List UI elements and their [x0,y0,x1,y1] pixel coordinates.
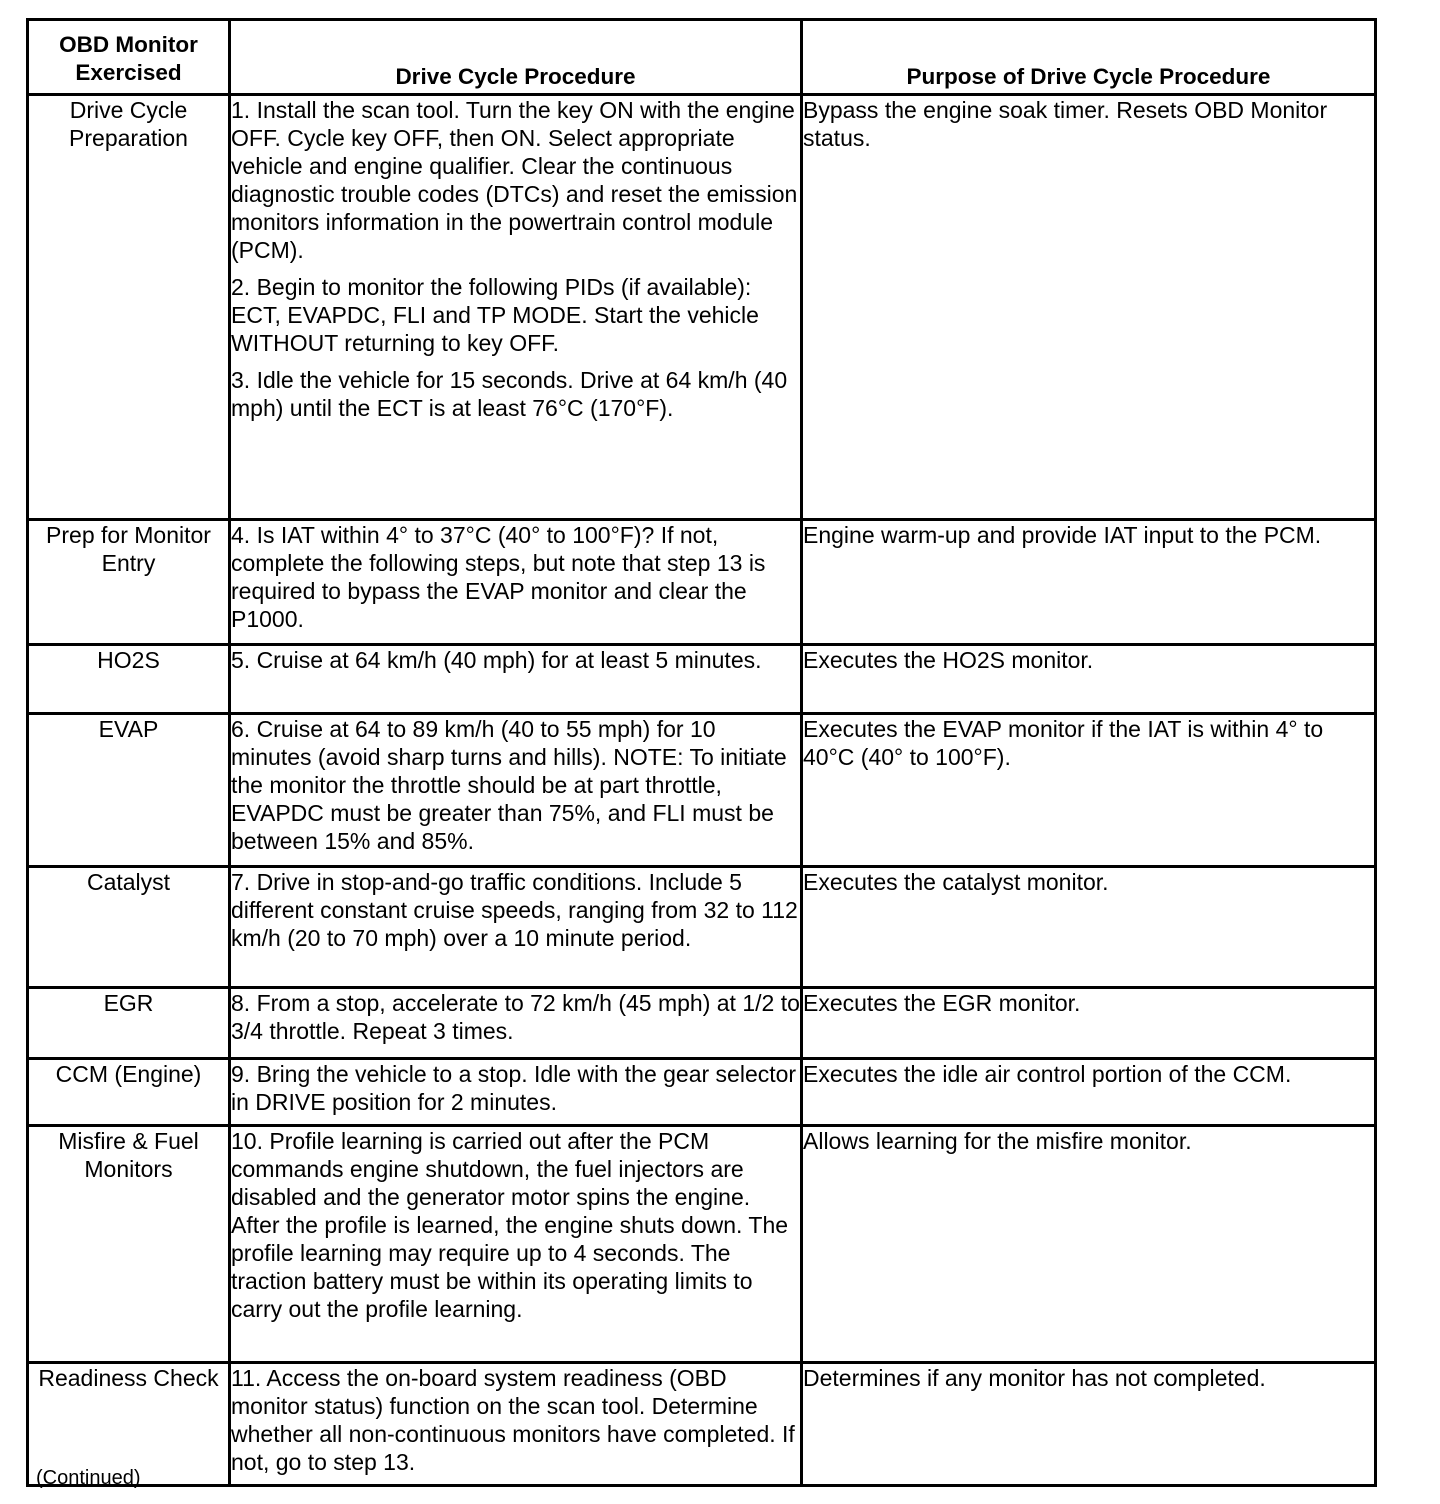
table-row [28,1363,1376,1486]
drive-cycle-sheet [26,18,1374,1487]
header-purpose: Purpose of Drive Cycle Procedure [802,20,1376,95]
procedure-cell [230,1363,802,1486]
monitor-cell: EGR [28,988,230,1059]
monitor-cell: EVAP [28,714,230,867]
drive-cycle-table [26,18,1377,1487]
continued-note: (Continued) [36,1467,141,1489]
procedure-step: 11. Access the on-board system readiness (OBD monitor status) function on the scan tool. Determine whether all non-continuous monitors have completed. If not, go to step 13. [231,1365,795,1475]
purpose-cell: Allows learning for the misfire monitor. [802,1126,1376,1363]
procedure-cell [230,867,802,988]
procedure-step: 5. Cruise at 64 km/h (40 mph) for at least 5 minutes. [231,647,762,673]
purpose-cell: Executes the catalyst monitor. [802,867,1376,988]
procedure-step: 2. Begin to monitor the following PIDs (if available): ECT, EVAPDC, FLI and TP MODE. Start the vehicle WITHOUT returning to key OFF. [231,274,759,356]
procedure-step: 10. Profile learning is carried out after the PCM commands engine shutdown, the fuel injectors are disabled and the generator motor spins the engine. After the profile is learned, the engine shuts down. The profile learning may require up to 4 seconds. The traction battery must be within its operating limits to carry out the profile learning. [231,1128,789,1322]
procedure-cell [230,1059,802,1126]
header-procedure: Drive Cycle Procedure [230,20,802,95]
table-row [28,95,1376,520]
procedure-cell [230,988,802,1059]
table-row [28,1059,1376,1126]
purpose-cell: Executes the EGR monitor. [802,988,1376,1059]
header-row [28,20,1376,95]
procedure-cell [230,1126,802,1363]
purpose-cell: Executes the HO2S monitor. [802,645,1376,714]
procedure-step: 3. Idle the vehicle for 15 seconds. Drive at 64 km/h (40 mph) until the ECT is at least 76°C (170°F). [231,367,788,421]
procedure-cell [230,95,802,520]
table-row [28,1126,1376,1363]
procedure-cell [230,714,802,867]
procedure-step: 7. Drive in stop-and-go traffic conditions. Include 5 different constant cruise speeds, ranging from 32 to 112 km/h (20 to 70 mph) over a 10 minute period. [231,869,798,951]
procedure-step: 4. Is IAT within 4° to 37°C (40° to 100°F)? If not, complete the following steps, but note that step 13 is required to bypass the EVAP monitor and clear the P1000. [231,522,766,632]
procedure-step: 9. Bring the vehicle to a stop. Idle with the gear selector in DRIVE position for 2 minutes. [231,1061,797,1115]
monitor-cell: Catalyst [28,867,230,988]
procedure-step: 1. Install the scan tool. Turn the key ON with the engine OFF. Cycle key OFF, then ON. Select appropriate vehicle and engine qualifier. Clear the continuous diagnostic trouble codes (DTCs) and reset the emission monitors information in the powertrain control module (PCM). [231,97,798,263]
purpose-cell: Executes the idle air control portion of the CCM. [802,1059,1376,1126]
table-row [28,645,1376,714]
monitor-cell: Prep for Monitor Entry [28,520,230,645]
monitor-cell: Readiness Check [28,1363,230,1486]
table-row [28,867,1376,988]
purpose-cell: Engine warm-up and provide IAT input to the PCM. [802,520,1376,645]
procedure-cell [230,520,802,645]
purpose-cell: Bypass the engine soak timer. Resets OBD Monitor status. [802,95,1376,520]
monitor-cell: CCM (Engine) [28,1059,230,1126]
header-monitor: OBD Monitor Exercised [28,20,230,95]
table-row [28,714,1376,867]
monitor-cell: Drive Cycle Preparation [28,95,230,520]
procedure-cell [230,645,802,714]
procedure-step: 8. From a stop, accelerate to 72 km/h (45 mph) at 1/2 to 3/4 throttle. Repeat 3 times. [231,990,800,1044]
procedure-step: 6. Cruise at 64 to 89 km/h (40 to 55 mph) for 10 minutes (avoid sharp turns and hills). NOTE: To initiate the monitor the throttle should be at part throttle, EVAPDC must be greater than 75%, and FLI must be between 15% and 85%. [231,716,787,854]
table-row [28,520,1376,645]
table-row [28,988,1376,1059]
purpose-cell: Determines if any monitor has not completed. [802,1363,1376,1486]
monitor-cell: Misfire & Fuel Monitors [28,1126,230,1363]
monitor-cell: HO2S [28,645,230,714]
purpose-cell: Executes the EVAP monitor if the IAT is within 4° to 40°C (40° to 100°F). [802,714,1376,867]
